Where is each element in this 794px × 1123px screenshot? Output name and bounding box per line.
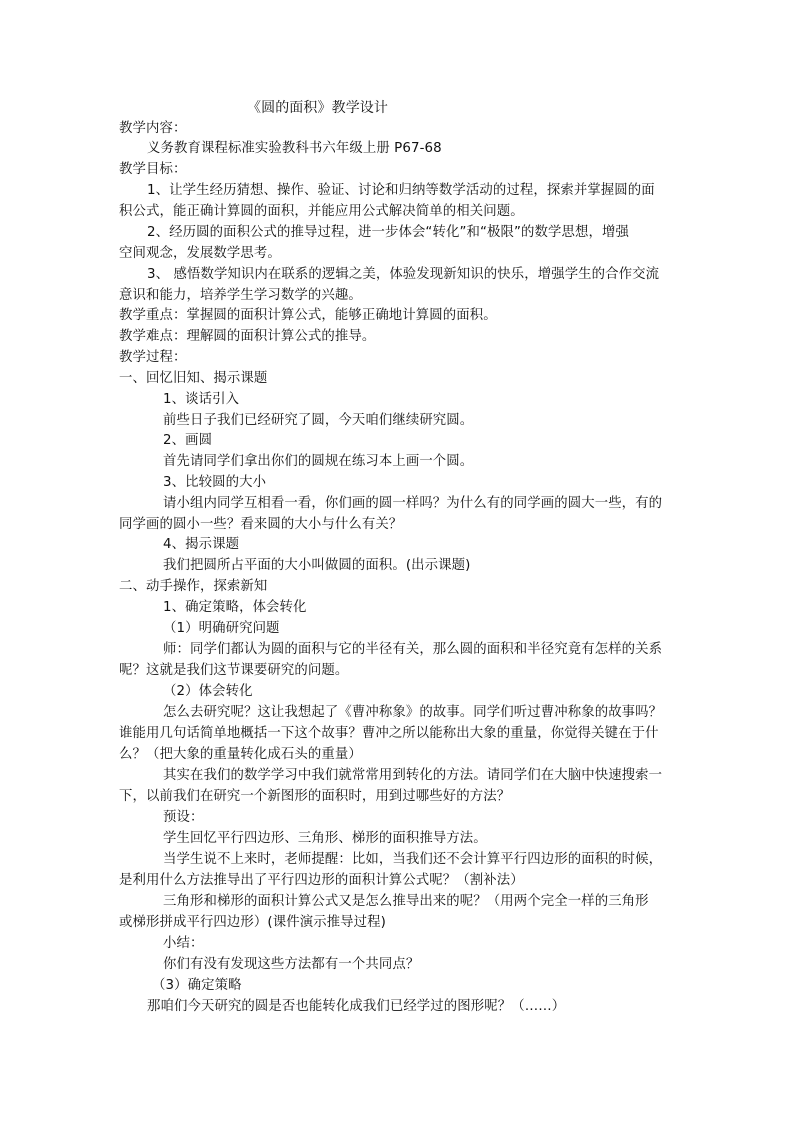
- goal-3-line-2: 意识和能力，培养学生学习数学的兴趣。: [119, 288, 362, 303]
- goals-label: 教学目标：: [119, 162, 187, 177]
- step-1-3-heading: 3、比较圆的大小: [163, 475, 267, 490]
- step-2-1-2-heading: （2）体会转化: [163, 684, 253, 699]
- content-label: 教学内容：: [119, 121, 187, 136]
- step-2-1-2-line-5: 下，以前我们在研究一个新图形的面积时，用到过哪些好的方法？: [119, 789, 511, 804]
- step-2-1-3-text: 那咱们今天研究的圆是否也能转化成我们已经学过的图形呢？（……）: [147, 999, 566, 1014]
- section-2-heading: 二、动手操作，探索新知: [119, 579, 268, 594]
- step-1-2-text: 首先请同学们拿出你们的圆规在练习本上画一个圆。: [163, 454, 474, 469]
- goal-2-line-1: 2、经历圆的面积公式的推导过程，进一步体会“转化”和“极限”的数学思想，增强: [147, 225, 629, 240]
- summary-text: 你们有没有发现这些方法都有一个共同点？: [163, 957, 420, 972]
- triangle-line-1: 三角形和梯形的面积计算公式又是怎么推导出来的呢？（用两个完全一样的三角形: [163, 894, 649, 909]
- step-1-1-text: 前些日子我们已经研究了圆，今天咱们继续研究圆。: [163, 413, 474, 428]
- step-1-2-heading: 2、画圆: [163, 433, 213, 448]
- step-2-1-1-line-2: 呢？这就是我们这节课要研究的问题。: [119, 663, 349, 678]
- step-2-1-1-heading: （1）明确研究问题: [163, 621, 280, 636]
- triangle-line-2: 或梯形拼成平行四边形）(课件演示推导过程): [119, 915, 386, 930]
- step-1-1-heading: 1、谈话引入: [163, 392, 240, 407]
- key-point: 教学重点：掌握圆的面积计算公式，能够正确地计算圆的面积。: [119, 308, 497, 323]
- step-2-1-2-line-2: 谁能用几句话简单地概括一下这个故事？曹冲之所以能称出大象的重量，你觉得关键在于什: [119, 726, 659, 741]
- step-2-1-3-heading: （3）确定策略: [152, 978, 242, 993]
- preset-label: 预设：: [163, 810, 204, 825]
- goal-3-line-1: 3、 感悟数学知识内在联系的逻辑之美，体验发现新知识的快乐，增强学生的合作交流: [147, 267, 660, 282]
- step-2-1-2-line-4: 其实在我们的数学学习中我们就常常用到转化的方法。请同学们在大脑中快速搜索一: [163, 768, 663, 783]
- section-1-heading: 一、回忆旧知、揭示课题: [119, 371, 268, 386]
- step-2-1-2-line-1: 怎么去研究呢？这让我想起了《曹冲称象》的故事。同学们听过曹冲称象的故事吗？: [163, 705, 663, 720]
- preset-line-2: 是利用什么方法推导出了平行四边形的面积计算公式呢？（割补法）: [119, 873, 524, 888]
- goal-1-line-1: 1、让学生经历猜想、操作、验证、讨论和归纳等数学活动的过程，探索并掌握圆的面: [147, 183, 655, 198]
- goal-1-line-2: 积公式，能正确计算圆的面积，并能应用公式解决简单的相关问题。: [119, 204, 524, 219]
- step-2-1-1-line-1: 师：同学们都认为圆的面积与它的半径有关，那么圆的面积和半径究竟有怎样的关系: [163, 642, 663, 657]
- step-2-1-heading: 1、确定策略，体会转化: [163, 600, 307, 615]
- difficult-point: 教学难点：理解圆的面积计算公式的推导。: [119, 329, 376, 344]
- preset-text: 学生回忆平行四边形、三角形、梯形的面积推导方法。: [163, 831, 487, 846]
- process-label: 教学过程：: [119, 350, 187, 365]
- summary-label: 小结：: [163, 936, 204, 951]
- content-text: 义务教育课程标准实验教科书六年级上册 P67-68: [147, 141, 442, 156]
- step-1-4-text: 我们把圆所占平面的大小叫做圆的面积。(出示课题): [163, 558, 471, 573]
- step-1-4-heading: 4、揭示课题: [163, 537, 240, 552]
- document-title: 《圆的面积》教学设计: [247, 100, 388, 116]
- step-1-3-line-1: 请小组内同学互相看一看，你们画的圆一样吗？为什么有的同学画的圆大一些，有的: [163, 496, 663, 511]
- step-2-1-2-line-3: 么？（把大象的重量转化成石头的重量）: [119, 747, 362, 762]
- preset-line-1: 当学生说不上来时，老师提醒：比如，当我们还不会计算平行四边形的面积的时候，: [163, 852, 663, 867]
- goal-2-line-2: 空间观念，发展数学思考。: [119, 246, 281, 261]
- step-1-3-line-2: 同学画的圆小一些？看来圆的大小与什么有关？: [119, 517, 403, 532]
